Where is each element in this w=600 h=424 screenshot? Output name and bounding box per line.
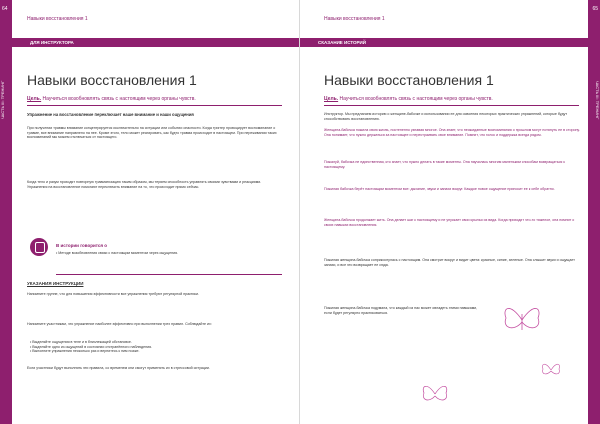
- story-box: [56, 243, 282, 256]
- paragraph-3: Напомните группе, что для повышения эффективности все упражнения требуют регулярной практики.: [27, 292, 199, 296]
- goal-text: Научиться возобновлять связь с настоящим через органы чувств.: [339, 96, 493, 102]
- butterfly-icon: [540, 360, 562, 380]
- goal-label: Цель.: [324, 96, 339, 102]
- section-banner: ДЛЯ ИНСТРУКТОРА: [12, 38, 300, 47]
- divider: [324, 105, 579, 106]
- running-head: Навыки восстановления 1: [324, 16, 385, 22]
- story-item: • Методе возобновления связи с настоящим моментом через ощущения.: [56, 251, 179, 255]
- side-strip: [588, 0, 600, 424]
- paragraph-2: Когда тело и разум проходят повторную травматизацию таким образом, мы теряем способность управлять своими чувствами и реакциями. Упражнения на восстановление помогают переключить внимание на то, что происходит прямо сейчас.: [27, 180, 262, 189]
- story-paragraph-6: Пожилая женщина-бабочка подумала, что каждый из нас может овладеть этими навыками, если будет регулярно практиковаться.: [324, 306, 478, 315]
- page-number: 64: [2, 6, 8, 12]
- list-item: • Выделяйте ощущения в теле и в близлежащей обстановке.: [30, 340, 282, 345]
- story-paragraph-3: Пожилая бабочка берёт настоящим моментом все: дыхание, звуки и запахи вокруг. Каждое новое ощущение приносит ее к себе обратно.: [324, 187, 555, 191]
- paragraph-4: Напомните участникам, что упражнение наиболее эффективно при выполнении трех правил. Соблюдайте их:: [27, 322, 212, 326]
- goal-label: Цель.: [27, 96, 42, 102]
- right-page: [300, 0, 600, 424]
- paragraph-1: При получении травмы внимание концентрируется исключительно на ситуации или событии опасности. Когда триггер провоцирует воспоминание о травме, все внимание направлено на нее. Кроме этого, тело может реагировать, как будто травма происходит в настоящем. При переживании таких воспоминаний мы можем отключаться от настоящего.: [27, 126, 277, 140]
- page-number: 65: [592, 6, 598, 12]
- list-item: • Выполните упражнения несколько раз и вернитесь к ним позже.: [30, 349, 282, 354]
- section-label: ЧАСТЬ III: ТРЕНИНГ: [0, 80, 5, 120]
- page-title: Навыки восстановления 1: [324, 72, 494, 88]
- instructions-title: УКАЗАНИЯ ИНСТРУКЦИИ: [27, 281, 84, 286]
- paragraph-5: Если участники будут выполнять эти правила, со временем они смогут применять их в стрессовой ситуации.: [27, 366, 210, 370]
- subheading: Упражнение на восстановление переключает наше внимание и наши ощущения: [27, 112, 194, 117]
- section-label: ЧАСТЬ III: ТРЕНИНГ: [595, 80, 600, 120]
- story-book-icon: [30, 238, 48, 256]
- story-paragraph-2: Пожалуй, бабочка не единственная, кто знает, что нужно делать в такие моменты. Она научилась многим маленьким способам возвращаться к настоящему.: [324, 160, 565, 169]
- intro-paragraph: Инструктор. Мы предлагаем историю о женщине-бабочке и использовании ее для освоения некоторых практических упражнений, которые будут способствовать восстановлению.: [324, 112, 568, 121]
- butterfly-icon: [420, 380, 450, 408]
- goal: [27, 96, 277, 102]
- story-paragraph-4: Женщина-бабочка продолжает жить. Она делает шаг к настоящему и не упускает свои крылья из вида. Когда приходит что-то тяжелое, она помнит о своих навыках восстановления.: [324, 218, 575, 227]
- butterfly-icon: [500, 300, 545, 340]
- instruction-list: [30, 340, 282, 354]
- goal-text: Научиться возобновлять связь с настоящим через органы чувств.: [42, 96, 196, 102]
- side-strip: [0, 0, 12, 424]
- running-head: Навыки восстановления 1: [27, 16, 88, 22]
- goal: [324, 96, 579, 102]
- story-paragraph-5: Пожилая женщина-бабочка соприкоснулась с настоящим. Она смотрит вокруг и видит цвета: красные, синие, зеленые. Она слышит звуки и ощущает запахи, и все это возвращает ее сюда.: [324, 258, 575, 267]
- story-divider: [56, 274, 282, 275]
- story-paragraph-1: Женщина-бабочка пожила свою жизнь, постепенно узнавая многое. Она знает, что неожиданные воспоминания о прошлом могут потянуть ее в сторону. Она понимает, что нужно держаться за настоящее и перестраивать свое внимание. Помнит, что голос и поддержка всегда рядом.: [324, 128, 580, 137]
- divider: [27, 105, 282, 106]
- list-item: • Выделяйте одно из ощущений в состоянии отстранённого наблюдения.: [30, 345, 282, 350]
- story-title: В истории говорится о: [56, 243, 108, 248]
- section-banner: СКАЗАНИЕ ИСТОРИЙ: [300, 38, 588, 47]
- page-title: Навыки восстановления 1: [27, 72, 197, 88]
